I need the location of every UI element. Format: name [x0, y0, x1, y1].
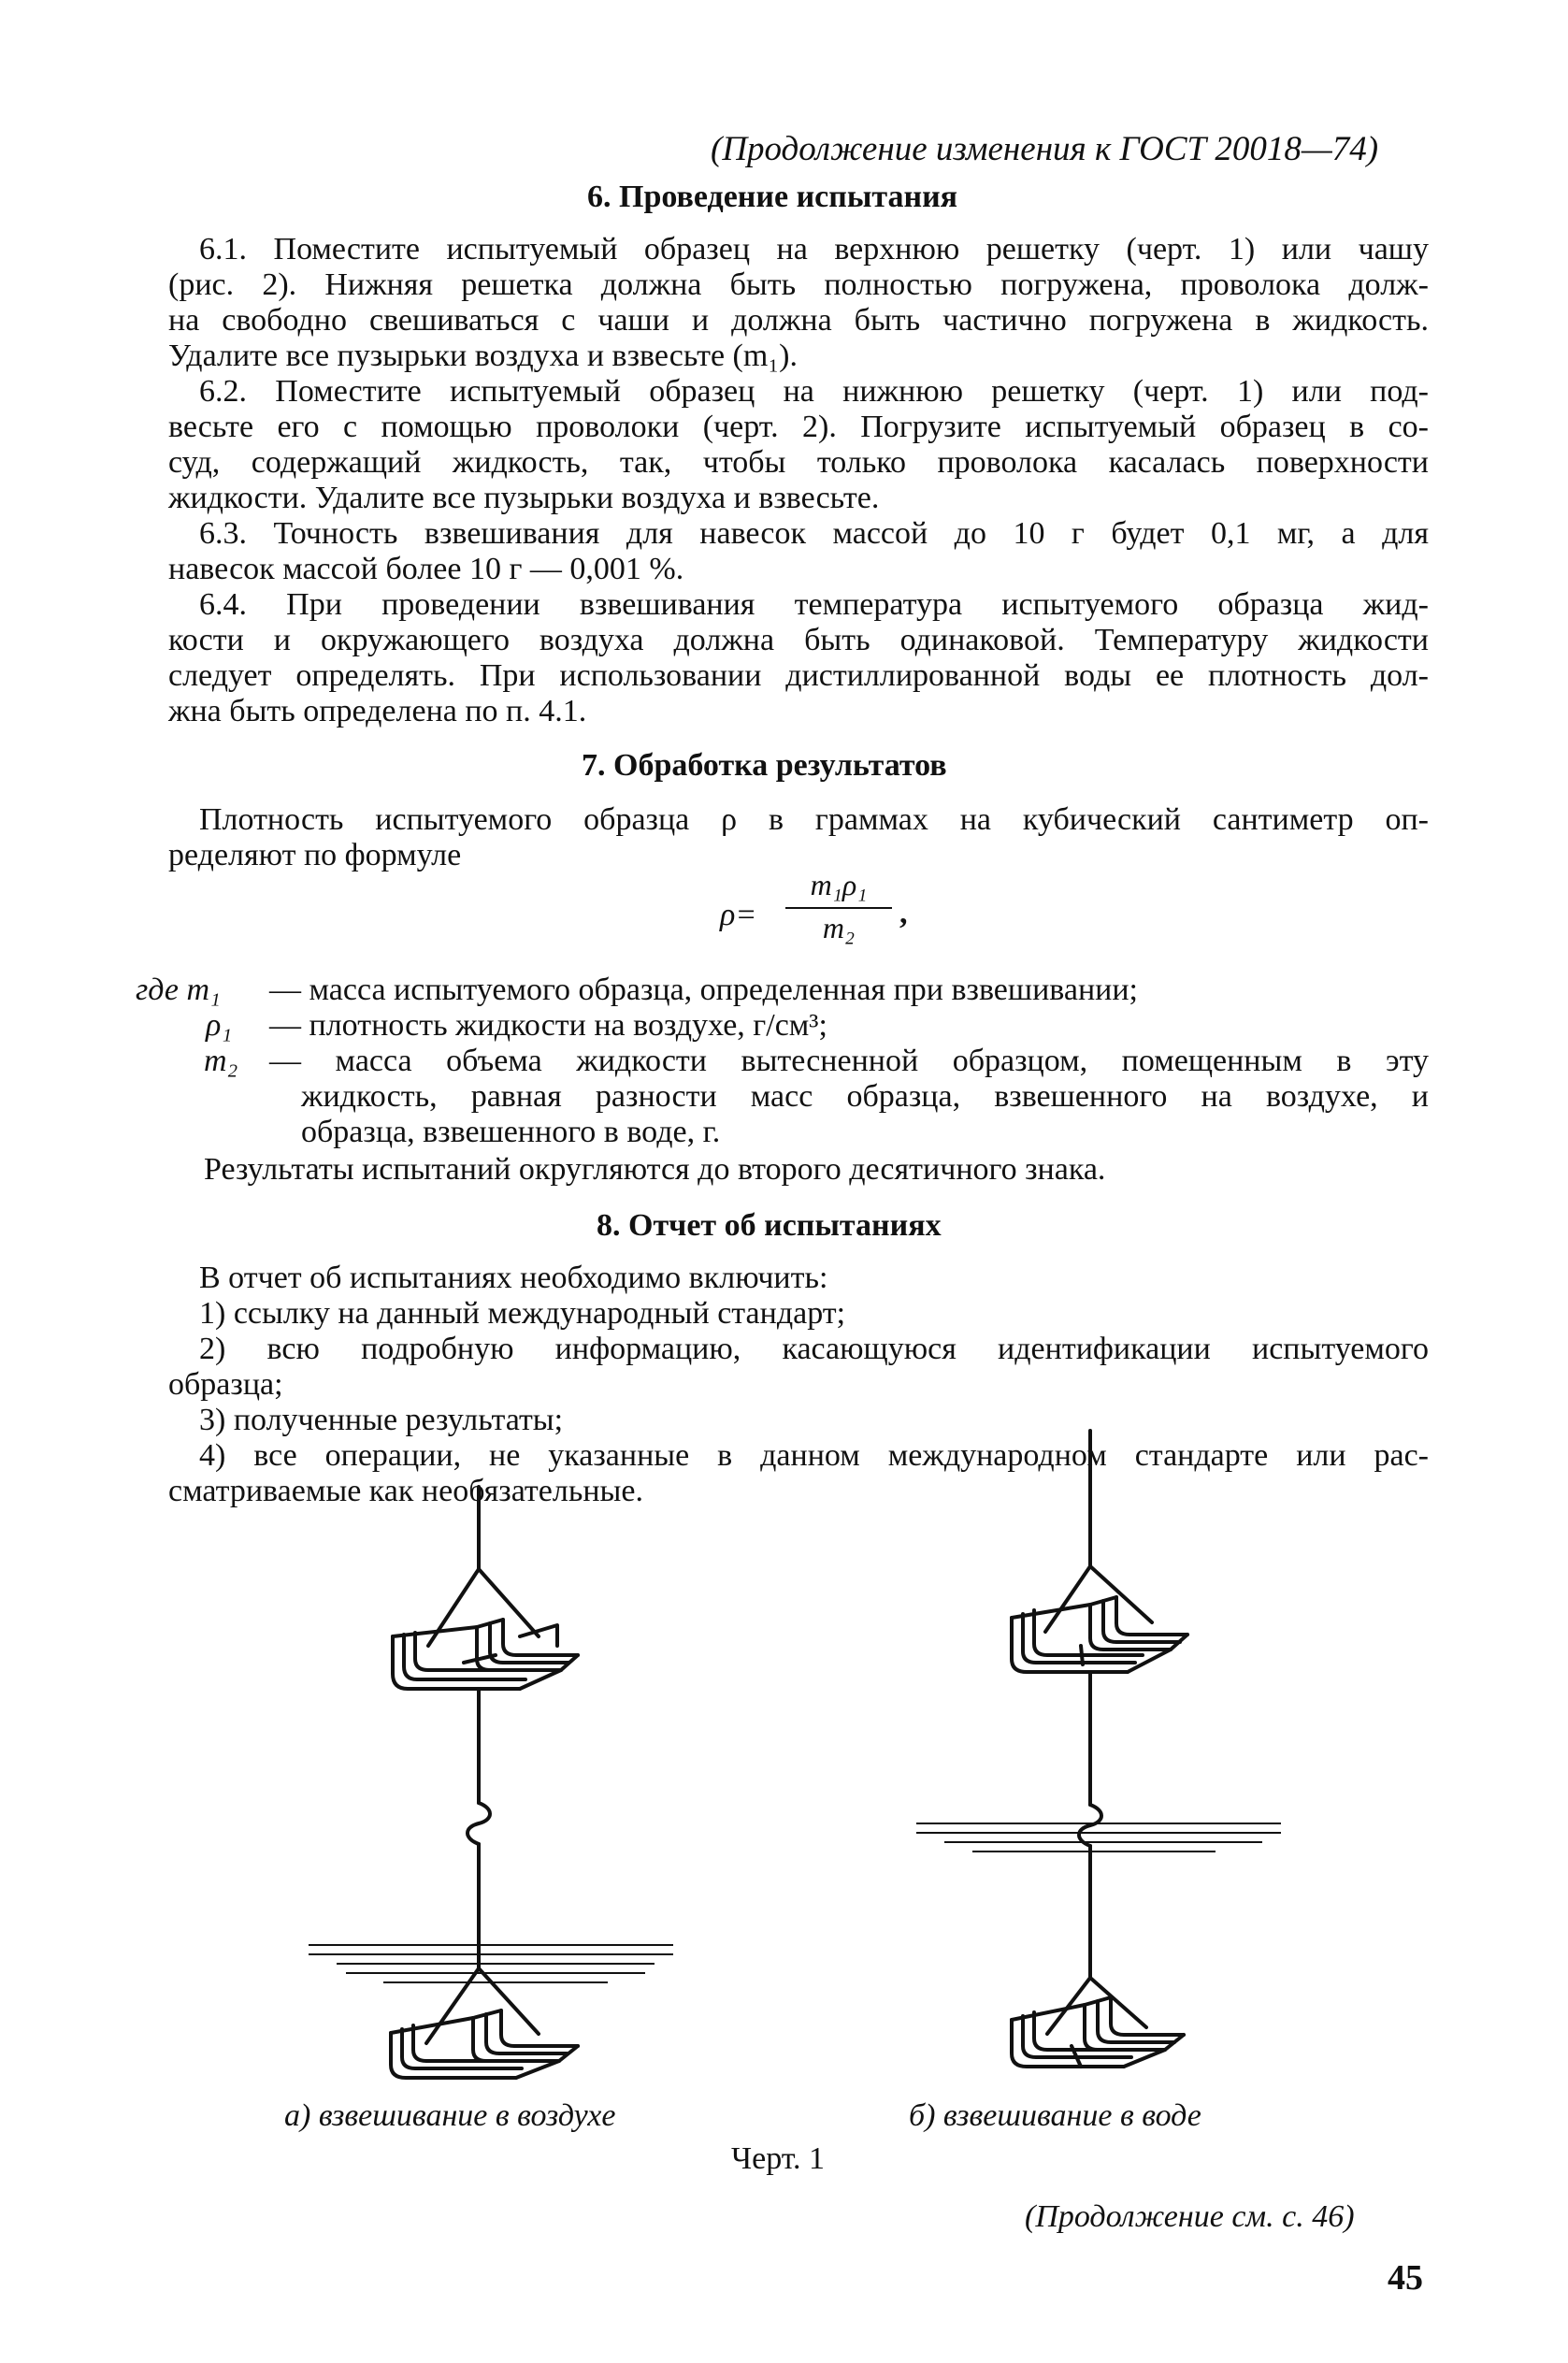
running-header: (Продолжение изменения к ГОСТ 20018—74) [711, 130, 1379, 168]
s6-line: на свободно свешиваться с чаши и должна быть частично погружена в жидкость. [168, 303, 1429, 338]
wire-hook [1079, 1805, 1101, 1846]
s6-line: кости и окружающего воздуха должна быть одинаковой. Температуру жидкости [168, 623, 1429, 657]
s6-line: суд, содержащий жидкость, так, чтобы только проволока касалась поверхности [168, 445, 1429, 480]
formula-denominator: m₂ [822, 911, 856, 944]
lower-grid-hanger [426, 1968, 539, 2043]
upper-grid-hanger [1045, 1566, 1152, 1632]
continuation-note: (Продолжение см. с. 46) [1025, 2199, 1355, 2234]
where-text: — масса испытуемого образца, определенная при взвешивании; [269, 973, 1138, 1007]
where-symbol: ρ₁ [206, 1008, 233, 1043]
formula-trailing-comma: , [899, 896, 908, 930]
section-8-title: 8. Отчет об испытаниях [597, 1208, 942, 1243]
page-number: 45 [1388, 2258, 1423, 2298]
figure-b-caption: б) взвешивание в воде [909, 2098, 1201, 2133]
liquid-surface [916, 1823, 1281, 1851]
where-symbol: m₂ [204, 1044, 238, 1078]
formula-lhs: ρ= [720, 898, 757, 932]
s6-line: 6.3. Точность взвешивания для навесок массой до 10 г будет 0,1 мг, а для [199, 516, 1429, 551]
where-text: — масса объема жидкости вытесненной образцом, помещенным в эту [269, 1044, 1429, 1078]
s8-line: сматриваемые как необязательные. [168, 1474, 643, 1508]
s6-line: жидкости. Удалите все пузырьки воздуха и взвесьте. [168, 481, 880, 515]
s6-line: (рис. 2). Нижняя решетка должна быть полностью погружена, проволока долж- [168, 267, 1429, 302]
section-7-title: 7. Обработка результатов [582, 748, 947, 783]
s7-intro-line: ределяют по формуле [168, 838, 462, 872]
s6-line: следует определять. При использовании дистиллированной воды ее плотность дол- [168, 658, 1429, 693]
where-text-continuation: жидкость, равная разности масс образца, взвешенного на воздухе, и [301, 1079, 1429, 1114]
s8-line: В отчет об испытаниях необходимо включить: [199, 1261, 828, 1295]
figure-b-weighing-in-water [907, 1421, 1281, 2085]
s6-line: Удалите все пузырьки воздуха и взвесьте (m₁). [168, 339, 798, 373]
rounding-note: Результаты испытаний округляются до второго десятичного знака. [204, 1152, 1106, 1187]
figure-label: Черт. 1 [731, 2141, 826, 2176]
where-symbol: где m₁ [136, 973, 221, 1007]
figure-a-caption: а) взвешивание в воздухе [284, 2098, 616, 2133]
wire-hook [468, 1803, 490, 1844]
s6-line: 6.2. Поместите испытуемый образец на нижнюю решетку (черт. 1) или под- [199, 374, 1429, 409]
s6-line: 6.1. Поместите испытуемый образец на верхнюю решетку (черт. 1) или чашу [199, 232, 1429, 267]
upper-grid [1012, 1597, 1187, 1672]
s8-line: 4) все операции, не указанные в данном международном стандарте или рас- [199, 1438, 1429, 1473]
s8-line: 2) всю подробную информацию, касающуюся идентификации испытуемого [199, 1332, 1429, 1366]
where-text: — плотность жидкости на воздухе, г/см³; [269, 1008, 827, 1043]
s6-line: 6.4. При проведении взвешивания температура испытуемого образца жид- [199, 587, 1429, 622]
formula-fraction-bar [785, 907, 892, 909]
s6-line: жна быть определена по п. 4.1. [168, 694, 587, 728]
where-text-continuation: образца, взвешенного в воде, г. [301, 1115, 721, 1149]
lower-grid [1012, 1997, 1184, 2067]
s8-line: 3) полученные результаты; [199, 1403, 564, 1437]
s8-line: образца; [168, 1367, 283, 1402]
s6-line: навесок массой более 10 г — 0,001 %. [168, 552, 684, 586]
figure-a-weighing-in-air [281, 1459, 673, 2085]
s8-line: 1) ссылку на данный международный стандарт; [199, 1296, 846, 1331]
s6-line: весьте его с помощью проволоки (черт. 2). Погрузите испытуемый образец в со- [168, 410, 1429, 444]
liquid-surface [309, 1945, 673, 1982]
s7-intro-line: Плотность испытуемого образца ρ в граммах на кубический сантиметр оп- [199, 802, 1429, 837]
section-6-title: 6. Проведение испытания [587, 180, 958, 214]
lower-grid [391, 2010, 578, 2078]
upper-grid [393, 1620, 578, 1689]
formula-numerator: m₁ρ₁ [810, 868, 868, 901]
